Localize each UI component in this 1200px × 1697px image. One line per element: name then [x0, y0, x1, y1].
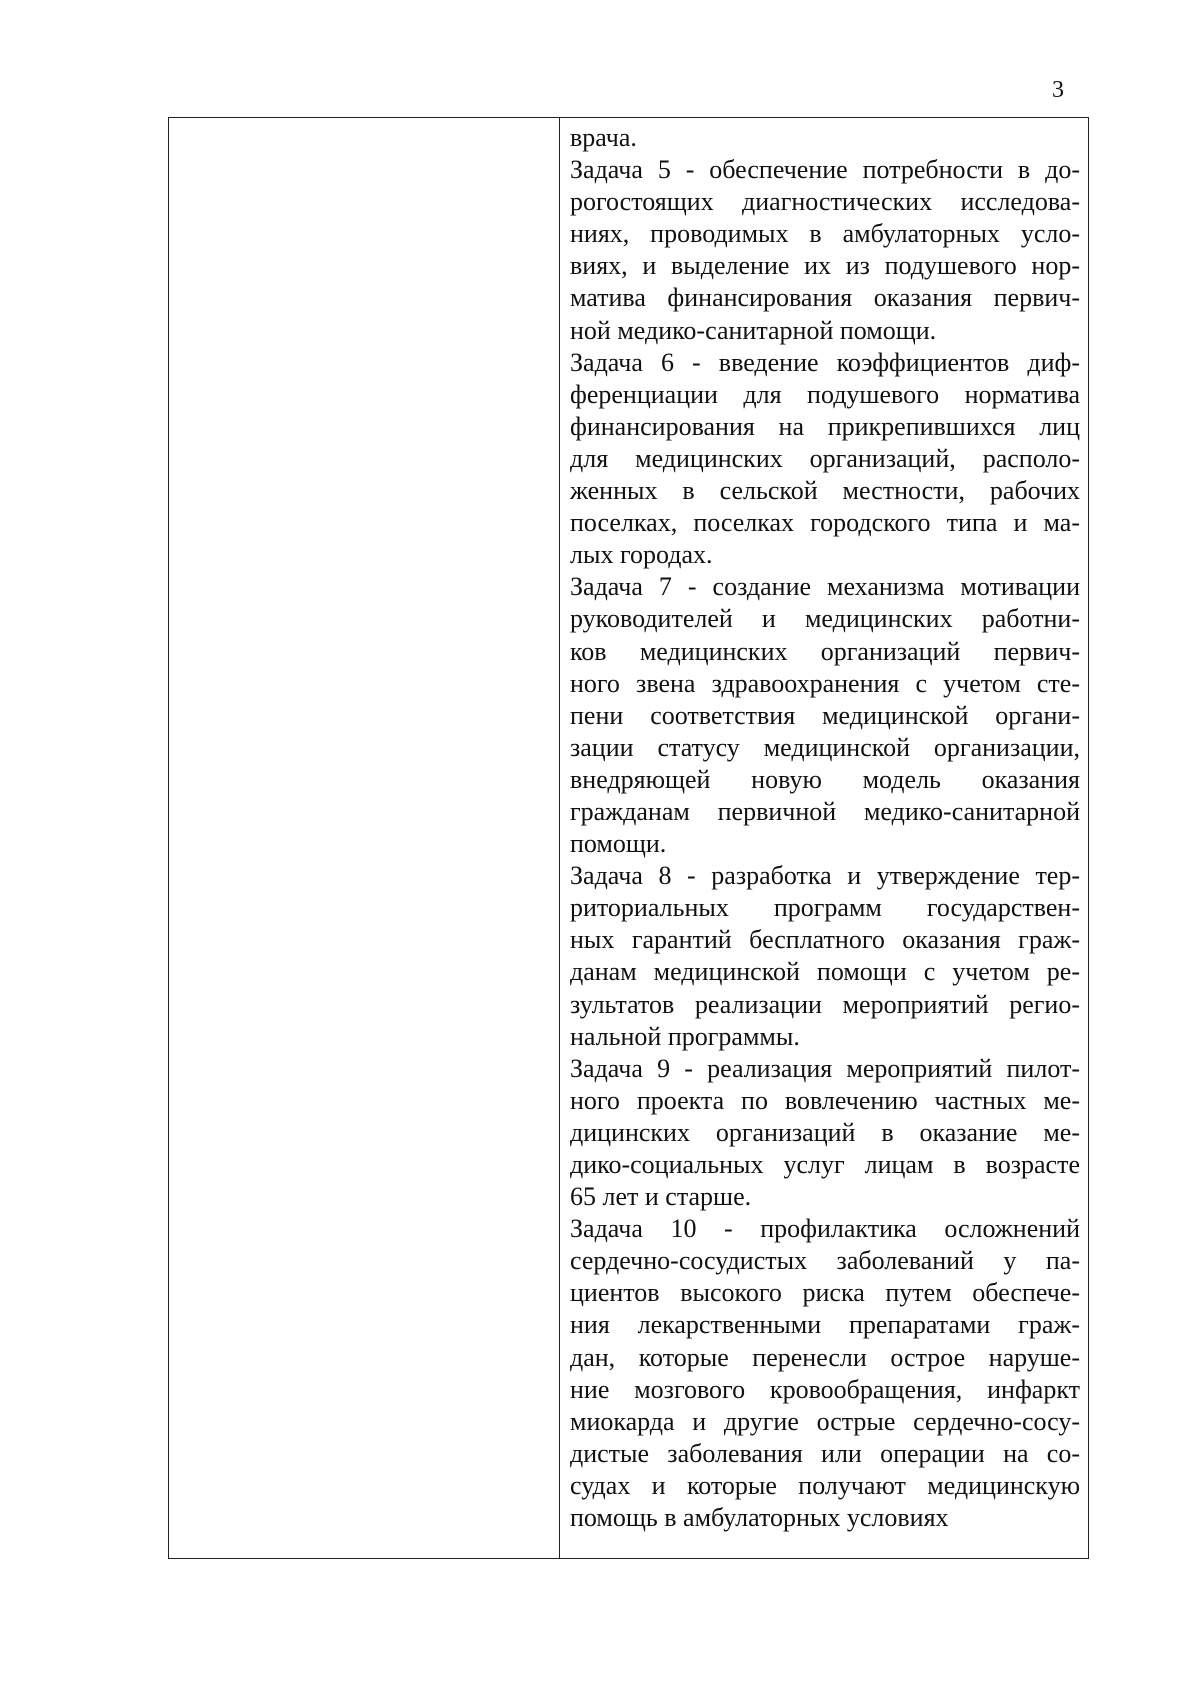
text-line: дистые заболевания или операции на со-	[570, 1438, 1080, 1468]
text-line: зации статусу медицинской организации,	[570, 732, 1080, 762]
text-line: помощь в амбулаторных условиях	[570, 1503, 949, 1533]
text-line: поселках, поселках городского типа и ма-	[570, 508, 1080, 538]
task-paragraph	[570, 1213, 1080, 1534]
text-line: зультатов реализации мероприятий регио-	[570, 989, 1080, 1019]
text-line: циентов высокого риска путем обеспече-	[570, 1278, 1080, 1308]
text-line: ние мозгового кровообращения, инфаркт	[570, 1374, 1080, 1404]
text-line: женных в сельской местности, рабочих	[570, 476, 1080, 506]
text-line: Задача 7 - создание механизма мотивации	[570, 572, 1080, 602]
text-line: судах и которые получают медицинскую	[570, 1470, 1080, 1500]
text-line: нальной программы.	[570, 1021, 800, 1051]
document-table	[168, 117, 1089, 1559]
text-line: гражданам первичной медико-санитарной	[570, 796, 1080, 826]
text-line: врача.	[570, 123, 637, 152]
text-line: 65 лет и старше.	[570, 1182, 752, 1212]
text-line: ной медико-санитарной помощи.	[570, 315, 937, 345]
text-line: ков медицинских организаций первич-	[570, 636, 1080, 666]
text-line: финансирования на прикрепившихся лиц	[570, 411, 1080, 441]
text-line: миокарда и другие острые сердечно-сосу-	[570, 1406, 1080, 1436]
page-number: 3	[1052, 77, 1064, 103]
text-line: ного звена здравоохранения с учетом сте-	[570, 668, 1080, 698]
text-line: ференциации для подушевого норматива	[570, 379, 1080, 409]
task-paragraph	[570, 154, 1080, 347]
task-paragraph	[570, 571, 1080, 860]
text-line: дико-социальных услуг лицам в возрасте	[570, 1150, 1080, 1179]
text-line: Задача 5 - обеспечение потребности в до-	[570, 155, 1080, 185]
text-line: Задача 6 - введение коэффициентов диф-	[570, 347, 1080, 377]
text-line: данам медицинской помощи с учетом ре-	[570, 957, 1080, 987]
text-line: ных гарантий бесплатного оказания граж-	[570, 925, 1080, 955]
text-line: для медицинских организаций, располо-	[570, 443, 1080, 473]
text-line: дан, которые перенесли острое наруше-	[570, 1342, 1080, 1372]
text-line: ного проекта по вовлечению частных ме-	[570, 1085, 1080, 1115]
text-line: риториальных программ государствен-	[570, 893, 1080, 923]
text-line: лых городах.	[570, 540, 713, 570]
text-line: пени соответствия медицинской органи-	[570, 700, 1080, 730]
text-line: Задача 9 - реализация мероприятий пилот-	[570, 1053, 1080, 1083]
text-line: сердечно-сосудистых заболеваний у па-	[570, 1246, 1080, 1276]
table-left-column	[169, 118, 560, 1558]
text-line: руководителей и медицинских работни-	[570, 604, 1080, 634]
text-line: Задача 10 - профилактика осложнений	[570, 1214, 1080, 1244]
task-paragraph	[570, 1053, 1080, 1213]
text-line: рогостоящих диагностических исследова-	[570, 187, 1080, 217]
text-line: ниях, проводимых в амбулаторных усло-	[570, 219, 1080, 249]
text-line: матива финансирования оказания первич-	[570, 283, 1080, 313]
text-line: ния лекарственными препаратами граж-	[570, 1310, 1080, 1340]
table-right-column	[560, 118, 1088, 1558]
task-paragraph	[570, 122, 1080, 154]
task-paragraph	[570, 860, 1080, 1053]
text-line: внедряющей новую модель оказания	[570, 764, 1080, 794]
text-line: дицинских организаций в оказание ме-	[570, 1117, 1080, 1147]
text-line: помощи.	[570, 829, 667, 859]
text-line: виях, и выделение их из подушевого нор-	[570, 251, 1080, 281]
task-paragraph	[570, 347, 1080, 572]
text-line: Задача 8 - разработка и утверждение тер-	[570, 861, 1080, 891]
